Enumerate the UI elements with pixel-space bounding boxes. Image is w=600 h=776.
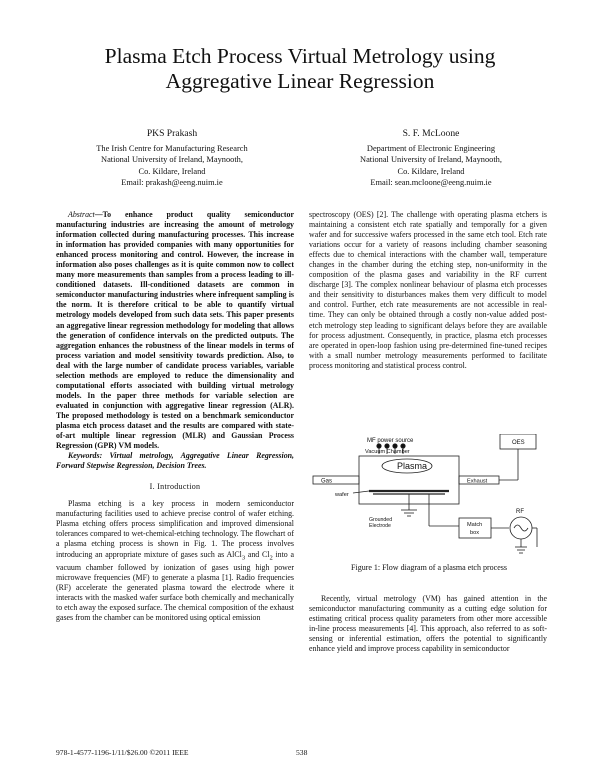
rf-label: RF [516,509,524,515]
author-affiliation: Co. Kildare, Ireland [138,166,206,176]
author-name: S. F. McLoone [402,128,460,139]
body-paragraph: Recently, virtual metrology (VM) has gained attention in the semiconductor manufacturing community as a cutting edge solution for estimating critical process quality parameters from other more accessible in-line process measurements [4]. This approach, also referred to as soft-sensing or inferential estimation, offers the potential to significantly enhance yield and improve process capability in semiconductor [309,594,547,654]
keywords: Keywords: Virtual metrology, Aggregative Linear Regression, Forward Stepwise Regression, Decision Trees. [56,451,294,471]
abstract-body: —To enhance product quality semiconductor manufacturing industries are increasing the amount of metrology information collected during manufacturing processes. This increase in information has provided companies with many opportunities for enhanced process monitoring and control. However, the increase in information also poses challenges as it is quite common now to collect many more measurements than samples from a process leading to ill-conditioned datasets. Ill-conditioned datasets are common in semiconductor manufacturing industries where infrequent sampling is the norm. It is therefore critical to be able to quantify virtual metrology models developed from such data sets. This paper presents an aggregative linear regression methodology for modeling that allows the generation of confidence intervals on the predicted outputs. The aggregation enhances the robustness of the linear models in terms of process variation and model sensitivity towards prediction. Also, to deal with the large number of candidate process variables, variable selection methods are employed to reduce the dimensionality and computational efforts associated with building virtual metrology models. In the paper three methods for variable selection are evaluated in conjunction with aggregative linear regression (ALR). The proposed methodology is tested on a benchmark semiconductor plasma etch process dataset and the results are compared with state-of-art multiple linear regression (MLR) and Gaussian Process Regression (GPR) VM models. [56,210,294,451]
author-affiliation: National University of Ireland, Maynooth, [360,155,502,165]
intro-text: Plasma etching is a key process in modern semiconductor manufacturing facilities used to achieve precise control of wafer etching. Plasma etching offers process simplification and improved dimensional tolerances compared to wet-chemical-etching technology. The flowchart of a plasma etching process is shown in Fig. 1. The process involves introducing an appropriate mixture of gases such as AlCl [56,499,294,559]
oes-label: OES [512,440,525,446]
intro-text: into a vacuum chamber followed by ionization of gases using high power microwave frequencies (MF) to generate a plasma [1]. Radio frequencies (RF) accelerate the generated plasma toward the electrode where it interacts with the masked wafer surface both chemically and mechanically to etch away the exposed surface. The chemical composition of the exhaust gases from the chamber can be monitored using optical emission [56,549,294,623]
paper-title [0,44,600,94]
title-line-2: Aggregative Linear Regression [165,69,435,93]
left-column [56,210,294,623]
mf-connector-icon [385,444,389,448]
author-affiliation: National University of Ireland, Maynooth, [101,155,243,165]
author-block-2 [316,128,546,189]
match-label: Match [467,522,483,528]
abstract [56,210,294,451]
author-affiliation: The Irish Centre for Manufacturing Research [96,143,248,153]
author-block-1 [57,128,287,189]
mf-connector-icon [401,444,405,448]
plasma-etch-diagram [309,434,549,568]
abstract-label: Abstract [68,210,95,219]
gas-inlet [313,476,359,484]
footer-copyright: 978-1-4577-1196-1/11/$26.00 ©2011 IEEE [56,748,189,757]
chamber-label: Vacuum Chamber [365,449,410,455]
section-heading: I. Introduction [149,482,201,492]
title-line-1: Plasma Etch Process Virtual Metrology using [104,44,496,68]
mf-connector-icon [377,444,381,448]
intro-paragraph [56,499,294,623]
subscript: 3 [241,554,246,562]
right-column-lower [309,594,547,654]
author-email: Email: sean.mcloone@eeng.nuim.ie [370,178,492,188]
electrode-label: Grounded [369,517,393,523]
author-email: Email: prakash@eeng.nuim.ie [121,178,223,188]
plasma-label: Plasma [397,461,428,471]
mf-connector-icon [393,444,397,448]
intro-text: and Cl [245,549,270,559]
body-paragraph: spectroscopy (OES) [2]. The challenge with operating plasma etchers is maintaining a consistent etch rate spatially and temporally for a given wafer and for successive wafers processed in the same etch tool. Etch rate variations occur for a variety of reasons including chamber seasoning effects due to chemical interactions with the chamber wall, temperature changes in the chamber during the etching step, non-uniformity in the composition of the plasma gases and variability in the RF current discharge [3]. The complex nonlinear behaviour of plasma etch processes and their sensitivity to disturbances makes them very difficult to model and control. Further, etch rate measurements are not accessible in real-time. They can only be obtained through a costly non-value added post-etch metrology step leading to significant delays before they are available for process adjustment. Consequently, in practice, plasma etch processes are operated in open-loop fashion using pre-determined fine-tuned recipes with a small number metrology measurements performed to facilitate process monitoring and statistical process control. [309,210,547,370]
author-affiliation: Department of Electronic Engineering [366,143,496,153]
author-affiliation: Co. Kildare, Ireland [397,166,465,176]
electrode-label: Electrode [369,523,391,529]
right-column [309,210,547,371]
match-label: box [470,530,480,536]
mf-label: MF power source [367,438,414,444]
page-number: 538 [296,748,308,757]
gas-label: Gas [321,478,333,485]
subscript: 2 [269,554,273,562]
exhaust-label: Exhaust [467,478,488,485]
wafer-label: wafer [335,492,349,498]
figure-caption: Figure 1: Flow diagram of a plasma etch process [351,563,507,572]
author-name: PKS Prakash [146,128,198,139]
